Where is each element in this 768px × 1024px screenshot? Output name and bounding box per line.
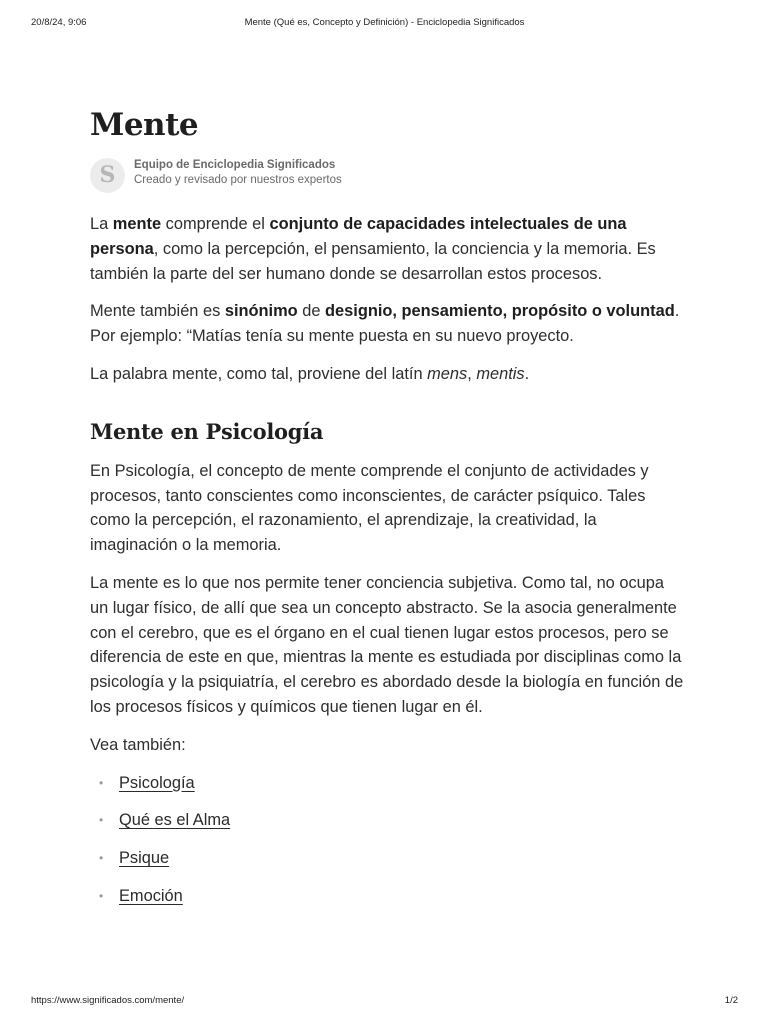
print-header — [31, 17, 738, 31]
see-also-label: Vea también: — [90, 735, 186, 754]
paragraph-etymology — [90, 362, 686, 387]
author-avatar: S — [90, 158, 125, 193]
see-also-list — [90, 771, 686, 909]
text-run: de — [297, 302, 326, 321]
author-role: Creado y revisado por nuestros expertos — [134, 174, 342, 186]
italic-term: mens — [427, 364, 468, 383]
section-heading: Mente en Psicología — [90, 418, 324, 444]
see-also-link-psique[interactable]: Psique — [119, 849, 170, 868]
text-run: La palabra mente, como tal, proviene del latín — [90, 364, 428, 383]
article — [90, 104, 686, 922]
list-item — [90, 846, 686, 871]
italic-term: mentis — [476, 364, 525, 383]
paragraph-definition — [90, 212, 686, 286]
bullet-icon: • — [99, 775, 104, 790]
see-also-link-alma[interactable]: Qué es el Alma — [119, 811, 231, 830]
list-item — [90, 884, 686, 909]
list-item — [90, 771, 686, 796]
text-run: comprende el — [161, 215, 270, 233]
text-run: , — [467, 364, 477, 383]
paragraph-psychology: En Psicología, el concepto de mente comprende el conjunto de actividades y procesos, tanto conscientes como inconscientes, de carácter psíquico. Tales como la percepción, el razonamiento, el aprendizaje, la creatividad, la imaginación o la memoria. — [90, 461, 649, 555]
see-also-link-emocion[interactable]: Emoción — [119, 886, 183, 905]
author-name[interactable]: Equipo de Enciclopedia Significados — [134, 159, 336, 171]
bullet-icon: • — [99, 888, 104, 903]
text-run: . — [524, 364, 530, 383]
author-block — [90, 158, 686, 198]
print-page-title: Mente (Qué es, Concepto y Definición) - Enciclopedia Significados — [244, 17, 525, 28]
list-item — [90, 808, 686, 833]
text-run: , como la percepción, el pensamiento, la conciencia y la memoria. Es también la parte del ser humano donde se desarrollan estos procesos. — [90, 239, 656, 283]
text-run: La — [90, 215, 113, 233]
print-page-number: 1/2 — [724, 995, 738, 1006]
bullet-icon: • — [99, 813, 104, 828]
paragraph-synonym — [90, 299, 686, 349]
paragraph-subjective: La mente es lo que nos permite tener conciencia subjetiva. Como tal, no ocupa un lugar físico, de allí que sea un concepto abstracto. Se la asocia generalmente con el cerebro, que es el órgano en el cual tienen lugar estos procesos, pero se diferencia de este en que, mientras la mente es estudiada por disciplinas como la psicología y la psiquiatría, el cerebro es abordado desde la biología en función de los procesos físicos y químicos que tienen lugar en él. — [90, 573, 684, 716]
print-footer — [31, 995, 738, 1009]
bold-term: conjunto de capacidades intelectuales de una persona — [90, 215, 627, 258]
print-url: https://www.significados.com/mente/ — [31, 995, 185, 1006]
see-also-link-psicologia[interactable]: Psicología — [119, 773, 195, 792]
bold-term: mente — [112, 215, 162, 233]
text-run: . Por ejemplo: “Matías tenía su mente puesta en su nuevo proyecto. — [90, 302, 680, 346]
bold-term: designio, pensamiento, propósito o voluntad — [325, 302, 675, 321]
text-run: Mente también es — [90, 302, 225, 321]
article-title: Mente — [90, 107, 199, 143]
print-datetime: 20/8/24, 9:06 — [31, 17, 87, 28]
bullet-icon: • — [99, 851, 104, 866]
bold-term: sinónimo — [224, 302, 298, 321]
